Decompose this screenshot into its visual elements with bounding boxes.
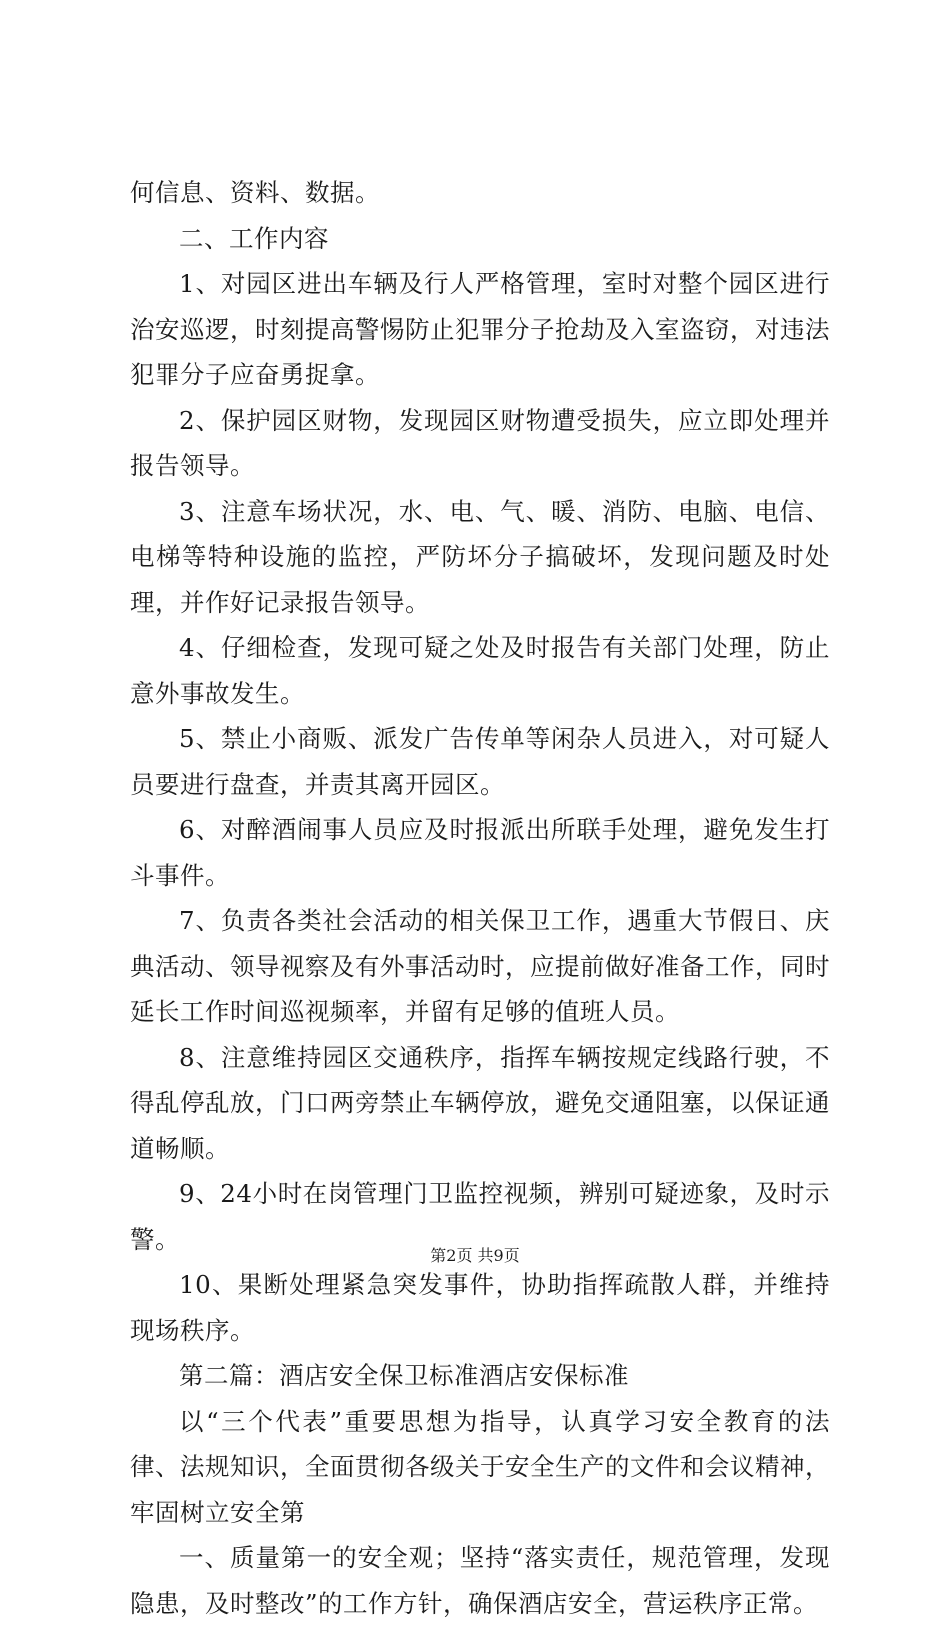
paragraph-continuation: 何信息、资料、数据。 <box>130 178 380 207</box>
list-item: 5、禁止小商贩、派发广告传单等闲杂人员进入，对可疑人员要进行盘查，并责其离开园区。 <box>130 724 830 799</box>
list-item: 1、对园区进出车辆及行人严格管理，室时对整个园区进行治安巡逻，时刻提高警惕防止犯罪分子抢劫及入室盗窃，对违法犯罪分子应奋勇捉拿。 <box>130 269 830 389</box>
document-body <box>130 170 830 1626</box>
chapter-heading: 第二篇：酒店安全保卫标准酒店安保标准 <box>179 1361 629 1390</box>
list-item: 9、24小时在岗管理门卫监控视频，辨别可疑迹象，及时示警。 <box>130 1179 830 1254</box>
body-paragraph: 一、质量第一的安全观；坚持“落实责任，规范管理，发现隐患，及时整改”的工作方针，确保酒店安全，营运秩序正常。 <box>130 1543 830 1618</box>
page-footer: 第2页 共9页 <box>430 1246 520 1265</box>
list-item: 3、注意车场状况，水、电、气、暖、消防、电脑、电信、电梯等特种设施的监控，严防坏分子搞破坏，发现问题及时处理，并作好记录报告领导。 <box>130 496 830 617</box>
list-item: 2、保护园区财物，发现园区财物遭受损失，应立即处理并报告领导。 <box>130 405 830 480</box>
list-item: 6、对醉酒闹事人员应及时报派出所联手处理，避免发生打斗事件。 <box>130 815 830 890</box>
list-item: 8、注意维持园区交通秩序，指挥车辆按规定线路行驶，不得乱停乱放，门口两旁禁止车辆停放，避免交通阻塞，以保证通道畅顺。 <box>130 1042 830 1163</box>
section-heading: 二、工作内容 <box>179 223 329 253</box>
list-item: 4、仔细检查，发现可疑之处及时报告有关部门处理，防止意外事故发生。 <box>130 633 830 708</box>
body-paragraph: 以“三个代表”重要思想为指导，认真学习安全教育的法律、法规知识，全面贯彻各级关于安全生产的文件和会议精神，牢固树立安全第 <box>130 1406 830 1527</box>
list-item: 7、负责各类社会活动的相关保卫工作，遇重大节假日、庆典活动、领导视察及有外事活动时，应提前做好准备工作，同时延长工作时间巡视频率，并留有足够的值班人员。 <box>130 906 830 1026</box>
list-item: 10、果断处理紧急突发事件，协助指挥疏散人群，并维持现场秩序。 <box>130 1270 830 1345</box>
